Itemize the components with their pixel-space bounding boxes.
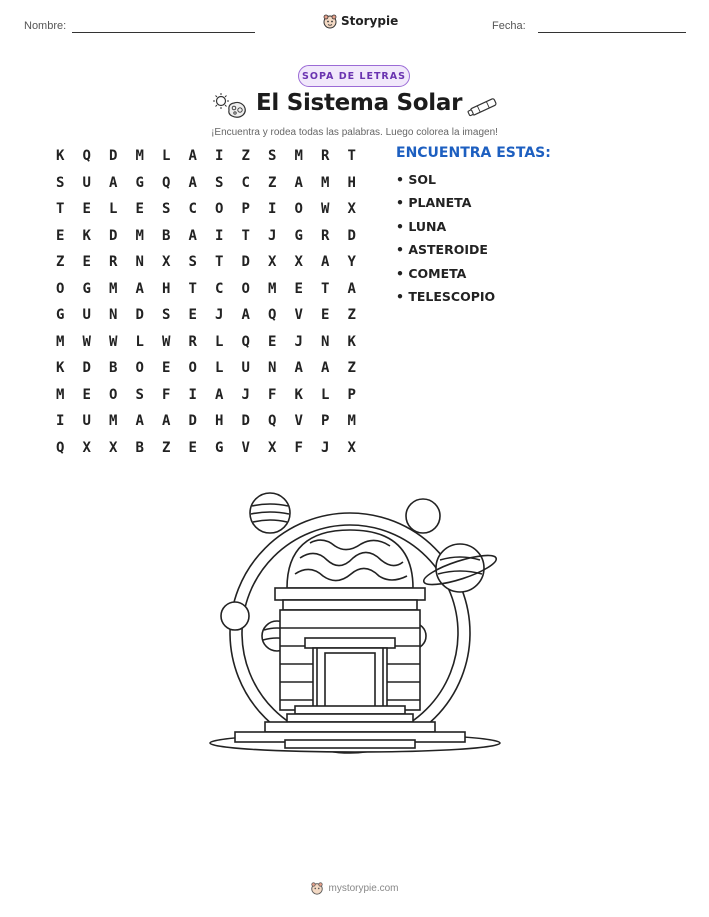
grid-letter: D (241, 254, 250, 270)
grid-letter: M (135, 148, 144, 164)
grid-letter: Z (268, 174, 277, 191)
grid-letter: A (109, 174, 118, 191)
grid-letter: X (347, 439, 356, 456)
grid-letter: L (162, 148, 171, 164)
grid-letter: C (241, 174, 250, 191)
grid-letter: E (188, 307, 197, 323)
grid-letter: S (188, 254, 197, 270)
grid-letter: G (135, 174, 144, 191)
grid-letter: X (347, 201, 356, 217)
grid-letter: B (162, 227, 171, 244)
grid-letter: T (56, 201, 65, 217)
asteroid-icon (226, 100, 248, 120)
grid-letter: F (162, 386, 171, 403)
grid-letter: Q (268, 307, 277, 323)
grid-letter: M (321, 174, 330, 191)
grid-letter: K (56, 360, 65, 376)
grid-letter: Q (56, 439, 65, 456)
grid-letter: W (321, 201, 330, 217)
date-label: Fecha: (492, 20, 526, 32)
grid-letter: A (294, 360, 303, 376)
grid-letter: O (135, 360, 144, 376)
grid-letter: O (294, 201, 303, 217)
grid-letter: X (109, 439, 118, 456)
observatory-illustration (205, 488, 505, 758)
grid-letter: D (82, 360, 91, 376)
grid-letter: D (347, 227, 356, 244)
grid-letter: D (135, 307, 144, 323)
grid-letter: N (268, 360, 277, 376)
name-line (72, 32, 255, 33)
grid-letter: B (109, 360, 118, 376)
grid-letter: H (162, 280, 171, 297)
grid-letter: I (188, 386, 197, 403)
grid-letter: D (188, 413, 197, 429)
footer (0, 881, 709, 895)
grid-row (47, 358, 365, 385)
grid-letter: Y (347, 254, 356, 270)
word-item: • SOL (396, 172, 436, 187)
grid-letter: A (215, 386, 224, 403)
grid-letter: H (347, 174, 356, 191)
grid-letter: T (241, 227, 250, 244)
instructions: ¡Encuentra y rodea todas las palabras. Luego colorea la imagen! (211, 127, 498, 138)
grid-letter: X (294, 254, 303, 270)
grid-letter: S (135, 386, 144, 403)
grid-letter: J (241, 386, 250, 403)
grid-row (47, 385, 365, 412)
grid-letter: M (294, 148, 303, 164)
word-item: • LUNA (396, 218, 447, 234)
grid-letter: K (82, 227, 91, 244)
grid-letter: L (321, 386, 330, 403)
grid-letter: P (321, 413, 330, 429)
grid-letter: Q (82, 148, 91, 164)
grid-letter: J (294, 333, 303, 350)
grid-letter: F (294, 439, 303, 456)
grid-letter: Z (347, 360, 356, 376)
name-label: Nombre: (24, 20, 67, 32)
word-list (396, 171, 495, 311)
grid-letter: C (188, 201, 197, 217)
word-item: • TELESCOPIO (396, 288, 496, 304)
activity-badge: SOPA DE LETRAS (298, 65, 410, 87)
grid-letter: O (109, 386, 118, 403)
grid-letter: X (268, 254, 277, 270)
grid-letter: O (188, 360, 197, 376)
grid-letter: M (109, 280, 118, 297)
grid-letter: N (321, 333, 330, 350)
grid-letter: A (241, 307, 250, 323)
grid-letter: L (215, 333, 224, 350)
telescope-icon (466, 94, 502, 118)
grid-letter: J (321, 439, 330, 456)
storypie-logo-icon (310, 881, 324, 895)
grid-letter: G (56, 307, 65, 323)
word-search-grid (47, 146, 365, 464)
grid-letter: T (215, 254, 224, 270)
grid-letter: S (215, 174, 224, 191)
grid-letter: F (268, 386, 277, 403)
word-item: • PLANETA (396, 195, 472, 211)
grid-letter: G (82, 280, 91, 297)
grid-letter: Z (162, 439, 171, 456)
grid-letter: K (347, 333, 356, 350)
grid-letter: S (268, 148, 277, 164)
storypie-logo (322, 13, 398, 29)
word-list-title: ENCUENTRA ESTAS: (396, 145, 551, 161)
grid-letter: E (135, 201, 144, 217)
grid-letter: P (347, 386, 356, 403)
grid-letter: G (215, 439, 224, 456)
grid-letter: R (188, 333, 197, 350)
grid-letter: S (56, 174, 65, 191)
grid-letter: I (56, 413, 65, 429)
grid-letter: N (135, 254, 144, 270)
grid-letter: S (162, 201, 171, 217)
grid-letter: Z (56, 254, 65, 270)
grid-letter: M (268, 280, 277, 297)
grid-letter: L (135, 333, 144, 350)
grid-letter: I (268, 201, 277, 217)
grid-row (47, 332, 365, 359)
grid-letter: I (215, 148, 224, 164)
grid-letter: X (268, 439, 277, 456)
grid-letter: A (347, 280, 356, 297)
grid-row (47, 146, 365, 173)
storypie-logo-icon (322, 13, 338, 29)
grid-letter: O (215, 201, 224, 217)
grid-letter: Q (268, 413, 277, 429)
grid-letter: Z (347, 307, 356, 323)
grid-letter: M (135, 227, 144, 244)
grid-letter: Z (241, 148, 250, 164)
grid-letter: M (347, 413, 356, 429)
title-row (212, 90, 502, 126)
grid-letter: K (294, 386, 303, 403)
grid-letter: A (321, 254, 330, 270)
grid-letter: L (109, 201, 118, 217)
grid-letter: Q (241, 333, 250, 350)
grid-row (47, 199, 365, 226)
grid-row (47, 411, 365, 438)
grid-letter: A (188, 148, 197, 164)
grid-letter: E (321, 307, 330, 323)
word-item: • ASTEROIDE (396, 242, 488, 258)
grid-letter: W (109, 333, 118, 350)
grid-letter: E (56, 227, 65, 244)
grid-letter: E (82, 201, 91, 217)
grid-letter: A (321, 360, 330, 376)
grid-letter: V (294, 307, 303, 323)
date-line (538, 32, 686, 33)
grid-letter: M (56, 386, 65, 403)
grid-letter: G (294, 227, 303, 244)
grid-letter: U (82, 174, 91, 191)
grid-letter: B (135, 439, 144, 456)
word-item: • COMETA (396, 265, 467, 281)
grid-row (47, 438, 365, 465)
grid-letter: M (56, 333, 65, 350)
grid-letter: W (162, 333, 171, 350)
grid-letter: T (188, 280, 197, 297)
grid-letter: D (241, 413, 250, 429)
grid-letter: E (162, 360, 171, 376)
grid-letter: A (135, 413, 144, 429)
grid-letter: E (188, 439, 197, 456)
grid-letter: X (82, 439, 91, 456)
page-title: El Sistema Solar (256, 90, 463, 116)
grid-letter: A (188, 174, 197, 191)
grid-letter: I (215, 227, 224, 244)
grid-letter: D (109, 227, 118, 244)
grid-letter: T (347, 148, 356, 164)
grid-letter: C (215, 280, 224, 297)
grid-letter: R (321, 227, 330, 244)
grid-letter: L (215, 360, 224, 376)
grid-letter: A (294, 174, 303, 191)
grid-row (47, 173, 365, 200)
grid-letter: W (82, 333, 91, 350)
grid-letter: E (82, 254, 91, 270)
grid-letter: H (215, 413, 224, 429)
grid-row (47, 305, 365, 332)
grid-letter: U (82, 307, 91, 323)
grid-letter: V (241, 439, 250, 456)
grid-letter: D (109, 148, 118, 164)
grid-letter: T (321, 280, 330, 297)
grid-letter: O (56, 280, 65, 297)
grid-letter: E (268, 333, 277, 350)
grid-letter: Q (162, 174, 171, 191)
grid-letter: E (82, 386, 91, 403)
grid-letter: K (56, 148, 65, 164)
grid-row (47, 252, 365, 279)
grid-letter: U (82, 413, 91, 429)
grid-letter: A (188, 227, 197, 244)
grid-letter: J (215, 307, 224, 323)
grid-letter: J (268, 227, 277, 244)
grid-letter: P (241, 201, 250, 217)
grid-letter: O (241, 280, 250, 297)
grid-letter: A (162, 413, 171, 429)
grid-letter: R (109, 254, 118, 270)
grid-letter: V (294, 413, 303, 429)
brand-name: Storypie (341, 14, 399, 28)
grid-letter: X (162, 254, 171, 270)
grid-letter: U (241, 360, 250, 376)
grid-row (47, 226, 365, 253)
grid-letter: M (109, 413, 118, 429)
grid-letter: E (294, 280, 303, 297)
grid-letter: N (109, 307, 118, 323)
grid-row (47, 279, 365, 306)
grid-letter: S (162, 307, 171, 323)
footer-url: mystorypie.com (328, 882, 399, 894)
grid-letter: A (135, 280, 144, 297)
grid-letter: R (321, 148, 330, 164)
